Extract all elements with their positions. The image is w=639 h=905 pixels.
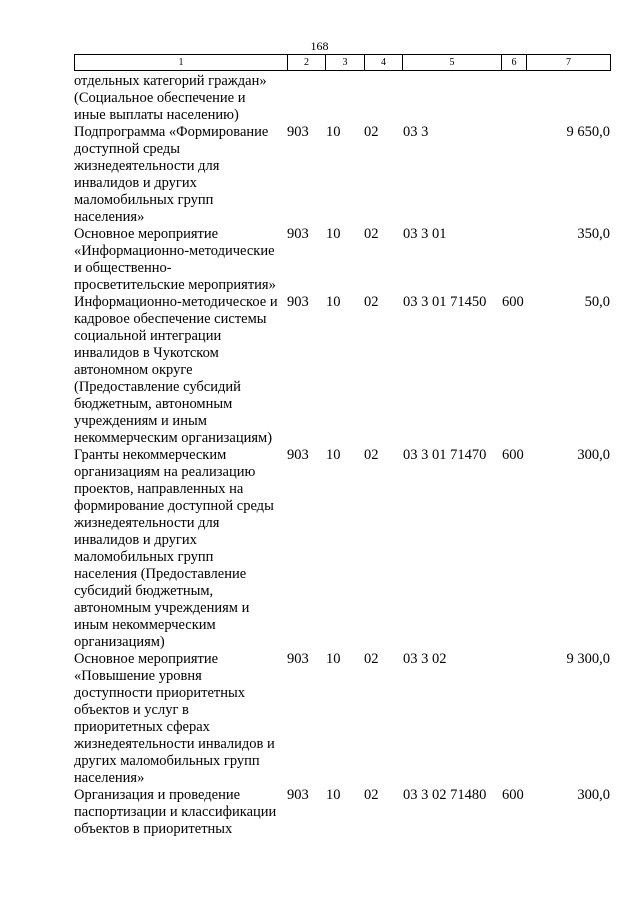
table-row [74,226,614,294]
table-row [74,447,614,651]
amount: 9 650,0 [566,124,610,140]
subsection-code: 02 [364,651,379,667]
description-line: Гранты некоммерческим [74,447,227,463]
row-description [74,651,288,787]
description-line: «Повышение уровня [74,668,202,684]
description-line: кадровое обеспечение системы [74,311,267,327]
description-line: некоммерческим организациям) [74,430,273,446]
description-line: населения» [74,209,145,225]
target-article-code: 03 3 01 [403,226,447,242]
description-line: Организация и проведение [74,787,241,803]
expense-type-code: 600 [502,447,524,463]
row-description [74,787,288,838]
section-code: 10 [326,294,341,310]
row-description [74,226,288,294]
description-line: доступности приоритетных [74,685,245,701]
description-line: населения (Предоставление [74,566,247,582]
description-line: инвалидов и других [74,532,197,548]
ministry-code: 903 [287,124,309,140]
target-article-code: 03 3 02 71480 [403,787,487,803]
row-description [74,124,288,226]
description-line: «Информационно-методические [74,243,275,259]
column-header-1: 1 [75,55,288,71]
description-line: маломобильных групп [74,192,214,208]
description-line: бюджетным, автономным [74,396,233,412]
description-line: проектов, направленных на [74,481,244,497]
amount: 9 300,0 [566,651,610,667]
table-row [74,651,614,787]
section-code: 10 [326,124,341,140]
column-header-table [74,54,611,71]
target-article-code: 03 3 01 71470 [403,447,487,463]
column-header-6: 6 [502,55,527,71]
description-line: объектов и услуг в [74,702,189,718]
section-code: 10 [326,226,341,242]
amount: 50,0 [584,294,610,310]
page-number: 168 [310,39,329,53]
row-description [74,73,288,124]
description-line: жизнедеятельности для [74,158,220,174]
section-code: 10 [326,447,341,463]
description-line: просветительские мероприятия» [74,277,276,293]
ministry-code: 903 [287,447,309,463]
description-line: доступной среды [74,141,181,157]
target-article-code: 03 3 02 [403,651,447,667]
description-line: Подпрограмма «Формирование [74,124,269,140]
description-line: жизнедеятельности для [74,515,220,531]
description-line: населения» [74,770,145,786]
description-line: маломобильных групп [74,549,214,565]
column-header-3: 3 [326,55,365,71]
description-line: Основное мероприятие [74,226,219,242]
description-line: инвалидов в Чукотском [74,345,219,361]
description-line: инвалидов и других [74,175,197,191]
amount: 350,0 [577,226,610,242]
description-line: субсидий бюджетным, [74,583,214,599]
description-line: (Социальное обеспечение и [74,90,246,106]
subsection-code: 02 [364,124,379,140]
budget-table-body [74,73,614,838]
description-line: Основное мероприятие [74,651,219,667]
description-line: социальной интеграции [74,328,222,344]
column-header-7: 7 [527,55,611,71]
ministry-code: 903 [287,651,309,667]
description-line: отдельных категорий граждан» [74,73,267,89]
description-line: автономном округе [74,362,193,378]
ministry-code: 903 [287,294,309,310]
description-line: автономным учреждениям и [74,600,250,616]
description-line: иным некоммерческим [74,617,216,633]
description-line: формирование доступной среды [74,498,274,514]
description-line: учреждениям и иным [74,413,207,429]
expense-type-code: 600 [502,294,524,310]
subsection-code: 02 [364,787,379,803]
description-line: организациям на реализацию [74,464,256,480]
description-line: объектов в приоритетных [74,821,233,837]
ministry-code: 903 [287,226,309,242]
amount: 300,0 [577,447,610,463]
description-line: других маломобильных групп [74,753,260,769]
description-line: приоритетных сферах [74,719,210,735]
expense-type-code: 600 [502,787,524,803]
row-description [74,447,288,651]
description-line: и общественно- [74,260,172,276]
row-description [74,294,288,447]
section-code: 10 [326,787,341,803]
column-header-5: 5 [403,55,502,71]
target-article-code: 03 3 01 71450 [403,294,487,310]
table-row [74,73,614,124]
description-line: (Предоставление субсидий [74,379,241,395]
column-header-row [75,55,611,71]
description-line: организациям) [74,634,165,650]
subsection-code: 02 [364,294,379,310]
section-code: 10 [326,651,341,667]
subsection-code: 02 [364,226,379,242]
ministry-code: 903 [287,787,309,803]
table-row [74,124,614,226]
target-article-code: 03 3 [403,124,429,140]
description-line: паспортизации и классификации [74,804,277,820]
column-header-2: 2 [288,55,326,71]
description-line: иные выплаты населению) [74,107,239,123]
amount: 300,0 [577,787,610,803]
table-row [74,787,614,838]
description-line: жизнедеятельности инвалидов и [74,736,275,752]
table-row [74,294,614,447]
column-header-4: 4 [365,55,403,71]
description-line: Информационно-методическое и [74,294,278,310]
subsection-code: 02 [364,447,379,463]
